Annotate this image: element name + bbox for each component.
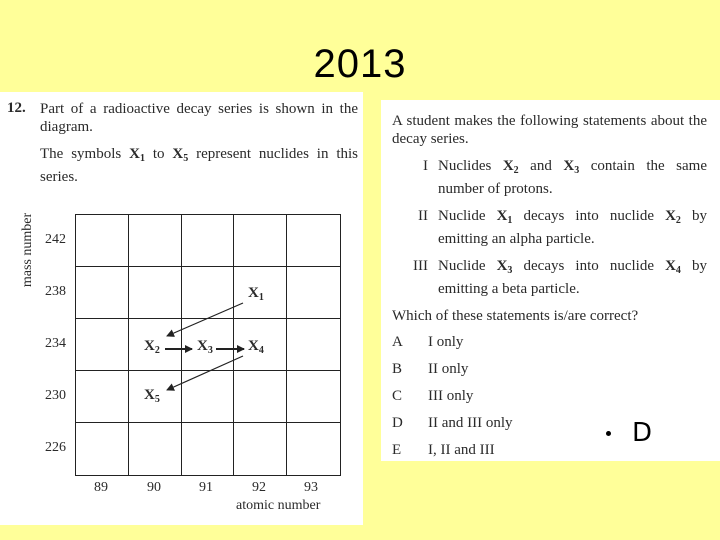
x-axis-label: atomic number [236,498,321,513]
nuclide-x4: $X_4$ [248,338,264,356]
y-tick: 230 [45,388,66,403]
x-tick: 92 [252,480,266,495]
answer-letter: D [632,418,653,448]
text: to [144,146,173,162]
statement-ii: II Nuclide $X_1$ decays into nuclide $X_2$ by emitting an alpha particle. [392,207,707,248]
y-tick: 226 [45,440,66,455]
subscript: 5 [183,153,189,164]
y-tick: 238 [45,284,66,299]
symbol: X [129,146,140,162]
option-c: C III only [392,388,474,404]
answer-bullet-icon [606,431,611,436]
y-tick: 242 [45,232,66,247]
statements-intro: A student makes the following statements about the decay series. [392,113,707,147]
subscript: 1 [139,153,145,164]
y-axis-label: mass number [20,212,35,288]
arrow-x4-x5 [167,356,243,390]
x-tick: 89 [94,480,108,495]
arrow-x1-x2 [167,303,243,336]
decay-arrows [0,92,363,525]
statement-number: III [413,258,428,274]
statement-iii: III Nuclide $X_3$ decays into nuclide $X_4$ by emitting a beta particle. [392,257,707,298]
statements-question: Which of these statements is/are correct? [392,308,639,324]
statement-number: II [418,208,428,224]
nuclide-x5: $X_5$ [144,387,160,405]
question-panel [0,92,363,525]
slide-title: 2013 [313,42,407,86]
x-tick: 93 [304,480,318,495]
option-a: A I only [392,334,464,350]
option-d: D II and III only [392,415,513,431]
symbol: X [172,146,184,162]
statement-number: I [423,158,428,174]
question-number: 12. [7,100,26,116]
option-b: B II only [392,361,469,377]
statements-text [392,112,707,334]
nuclide-x3: $X_3$ [197,338,213,356]
option-e: E I, II and III [392,442,495,458]
question-intro: Part of a radioactive decay series is shown in the diagram. [40,101,358,135]
text: The symbols [40,146,130,162]
statements-panel [381,100,720,461]
x-tick: 90 [147,480,161,495]
nuclide-x1: $X_1$ [248,285,264,303]
text: represent nuclides in this series. [40,146,358,185]
y-tick: 234 [45,336,66,351]
x-tick: 91 [199,480,213,495]
statement-i: I Nuclides $X_2$ and $X_3$ contain the same number of protons. [392,157,707,198]
answer-options [392,329,513,464]
nuclide-x2: $X_2$ [144,338,160,356]
